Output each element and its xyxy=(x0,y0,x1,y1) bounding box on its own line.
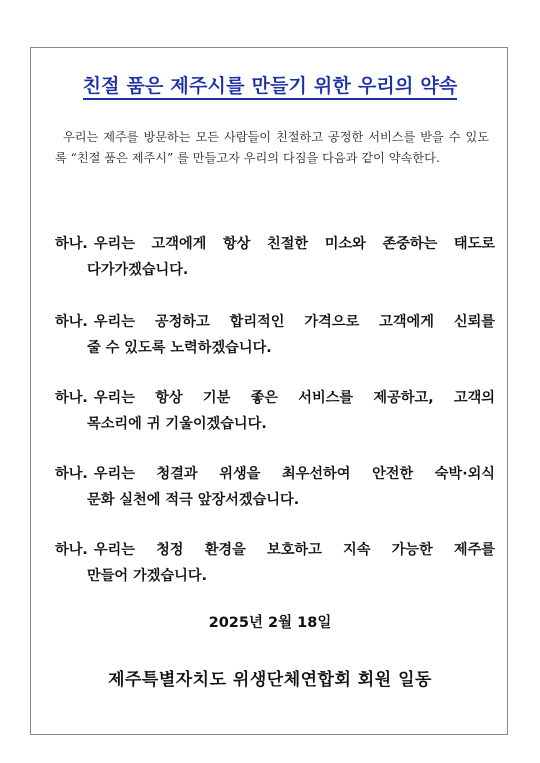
pledge-text-line1: 우리는 고객에게 항상 친절한 미소와 존중하는 태도로 xyxy=(93,236,495,252)
pledge-prefix: 하나. xyxy=(55,542,88,558)
pledge-text-line2: 문화 실천에 적극 앞장서겠습니다. xyxy=(87,492,300,508)
pledge-prefix: 하나. xyxy=(55,390,88,406)
pledge-text-line2: 만들어 가겠습니다. xyxy=(87,568,207,584)
pledge-first-line xyxy=(55,231,495,257)
pledge-first-line xyxy=(55,537,495,563)
pledge-text-line1: 우리는 항상 기분 좋은 서비스를 제공하고, 고객의 xyxy=(93,390,495,406)
document-title-text: 친절 품은 제주시를 만들기 위한 우리의 약속 xyxy=(83,75,458,100)
document-title xyxy=(0,71,540,98)
pledge-item xyxy=(55,309,495,361)
pledge-item xyxy=(55,537,495,589)
pledge-first-line xyxy=(55,309,495,335)
intro-paragraph: 우리는 제주를 방문하는 모든 사람들이 친절하고 공정한 서비스를 받을 수 있도록 “친절 품은 제주시” 를 만들고자 우리의 다짐을 다음과 같이 약속한다. xyxy=(55,130,489,165)
pledge-text-line2: 줄 수 있도록 노력하겠습니다. xyxy=(87,340,272,356)
pledge-item xyxy=(55,461,495,513)
pledge-first-line xyxy=(55,461,495,487)
pledge-text-line2: 다가가겠습니다. xyxy=(87,262,189,278)
document-date: 2025년 2월 18일 xyxy=(208,615,332,631)
pledge-prefix: 하나. xyxy=(55,314,88,330)
pledge-text-line2: 목소리에 귀 기울이겠습니다. xyxy=(87,416,267,432)
pledge-item xyxy=(55,385,495,437)
pledge-text-line1: 우리는 청정 환경을 보호하고 지속 가능한 제주를 xyxy=(93,542,495,558)
pledge-text-line1: 우리는 청결과 위생을 최우선하여 안전한 숙박·외식 xyxy=(93,466,495,482)
document-signer: 제주특별자치도 위생단체연합회 회원 일동 xyxy=(108,670,432,690)
pledge-item xyxy=(55,231,495,283)
pledge-text-line1: 우리는 공정하고 합리적인 가격으로 고객에게 신뢰를 xyxy=(93,314,495,330)
pledge-prefix: 하나. xyxy=(55,236,88,252)
pledge-first-line xyxy=(55,385,495,411)
pledge-prefix: 하나. xyxy=(55,466,88,482)
